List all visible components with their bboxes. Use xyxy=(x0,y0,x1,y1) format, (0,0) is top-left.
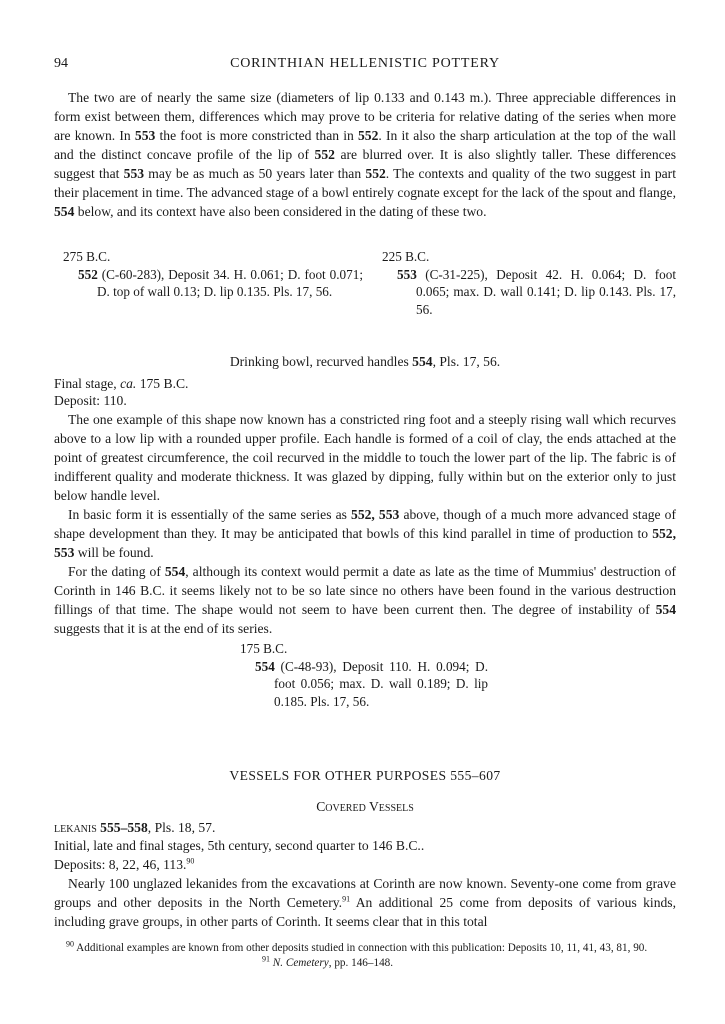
entry-description: (C-31-225), Deposit 42. H. 0.064; D. foot 0.065; max. D. wall 0.141; D. lip 0.143. Pls. 17, 56. xyxy=(416,266,676,317)
entry-description: (C-48-93), Deposit 110. H. 0.094; D. foot 0.056; max. D. wall 0.189; D. lip 0.185. Pls. 17, 56. xyxy=(274,658,488,709)
section-title: VESSELS FOR OTHER PURPOSES 555–607 xyxy=(229,768,501,783)
catalogue-entry-553 xyxy=(382,248,676,318)
drinking-bowl-dating-paragraph: For the dating of 554, although its context would permit a date as late as the time of Mummius' destruction of Corinth in 146 B.C. it seems likely not to be so late since no others have been found in the various destruction fillings of that time. The shape would not seem to have been current then. The degree of instability of 554 suggests that it is at the end of its series. xyxy=(54,564,676,636)
entry-date: 175 B.C. xyxy=(240,641,288,656)
entry-number: 553 xyxy=(397,266,417,282)
entry-number: 552 xyxy=(78,266,98,282)
drinking-bowl-deposit: Deposit: 110. xyxy=(54,393,127,408)
entry-date: 225 B.C. xyxy=(382,249,430,264)
lekanis-stages: Initial, late and final stages, 5th century, second quarter to 146 B.C.. xyxy=(54,838,425,853)
footnote-90: $^{90}$ Additional examples are known from other deposits studied in connection with this publication: Deposits 10, 11, 41, 43, 81, 90. xyxy=(66,939,648,954)
catalogue-entry-552 xyxy=(63,248,363,301)
drinking-bowl-series-paragraph: In basic form it is essentially of the same series as 552, 553 above, though of a much more advanced stage of shape development than they. It may be anticipated that bowls of this kind parallel in time of production to 552, 553 will be found. xyxy=(54,507,676,560)
drinking-bowl-stage: Final stage, ca. 175 B.C. xyxy=(54,376,189,391)
page-number: 94 xyxy=(54,56,68,71)
intro-paragraph: The two are of nearly the same size (diameters of lip 0.133 and 0.143 m.). Three appreciable differences in form exist between them, differences which may prove to be criteria for relative dating of the series when more are known. In 553 the foot is more constricted than in 552. In it also the sharp articulation at the top of the wall and the distinct concave profile of the lip of 552 are blurred over. It is also slightly taller. These differences suggest that 553 may be as much as 50 years later than 552. The contexts and quality of the two suggest in part their placement in time. The advanced stage of a bowl entirely cognate except for the lack of the spout and flange, 554 below, and its context have also been considered in the dating of these two. xyxy=(54,90,676,219)
drinking-bowl-heading: Drinking bowl, recurved handles 554, Pls. 17, 56. xyxy=(229,354,501,369)
footnote-91: $^{91}$ N. Cemetery, pp. 146–148. xyxy=(262,954,394,969)
lekanis-paragraph: Nearly 100 unglazed lekanides from the excavations at Corinth are now known. Seventy-one come from grave groups and other deposits in the North Cemetery.$^{91}$ An additional 25 come from deposits of various kinds, including grave groups, in other parts of Corinth. It seems clear that in this total xyxy=(54,876,676,929)
entry-date: 275 B.C. xyxy=(63,249,111,264)
running-title: CORINTHIAN HELLENISTIC POTTERY xyxy=(230,56,500,71)
entry-number: 554 xyxy=(255,658,275,674)
entry-description: (C-60-283), Deposit 34. H. 0.061; D. foot 0.071; D. top of wall 0.13; D. lip 0.135. Pls. 17, 56. xyxy=(97,266,363,299)
lekanis-deposits: Deposits: 8, 22, 46, 113.90 xyxy=(54,856,195,872)
catalogue-entry-554 xyxy=(240,640,488,710)
running-header xyxy=(54,56,676,80)
drinking-bowl-description: The one example of this shape now known has a constricted ring foot and a steeply rising wall which recurves above to a low lip with a rounded upper profile. Each handle is formed of a coil of clay, the ends attached at the point of greatest circumference, the coil recurved in the middle to touch the lower part of the lip. The fabric is of indifferent quality and moderate thickness. It was glazed by dipping, fully within but on the exterior only to just below handle level. xyxy=(54,412,676,503)
section-subtitle: Covered Vessels xyxy=(316,799,414,814)
lekanis-heading: lekanis 555–558, Pls. 18, 57. xyxy=(54,820,216,835)
